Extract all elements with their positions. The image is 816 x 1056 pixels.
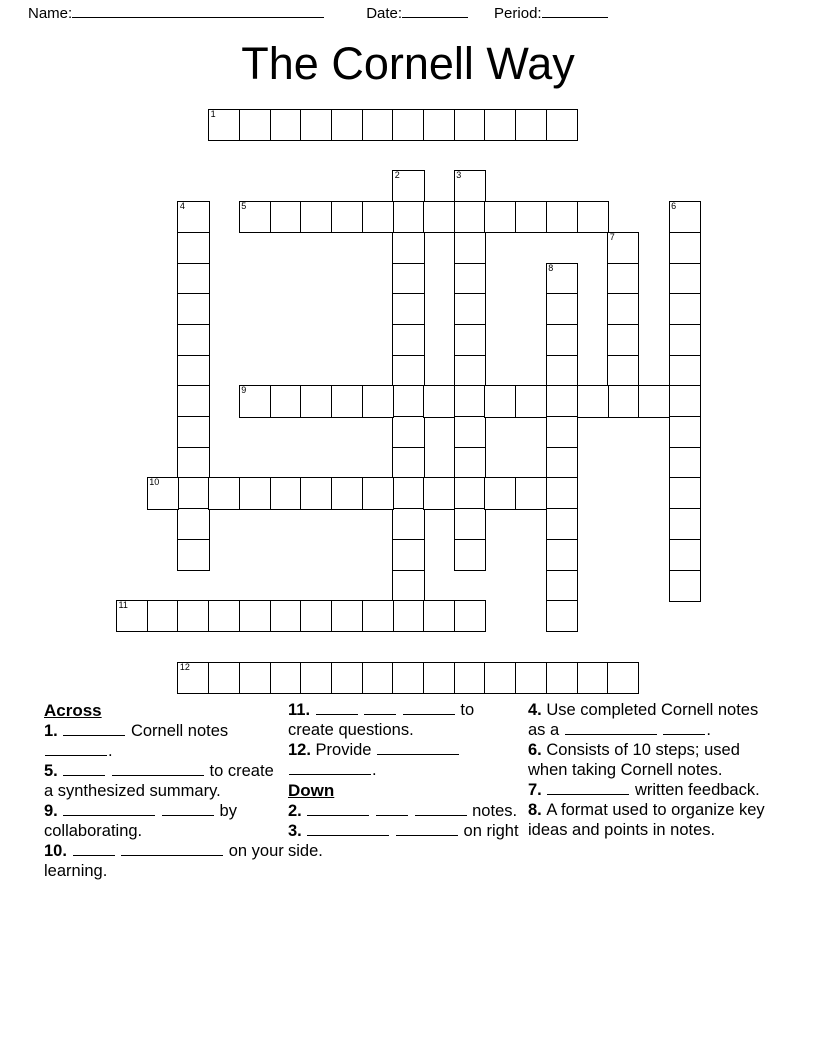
clue-item — [44, 801, 284, 841]
crossword-cell[interactable] — [239, 385, 271, 417]
answer-blank[interactable] — [73, 843, 115, 856]
clue-text: . — [372, 761, 377, 779]
clue-text: . — [108, 742, 113, 760]
crossword-cell[interactable] — [669, 263, 701, 295]
cell-number: 8 — [548, 262, 554, 273]
crossword-cell[interactable] — [239, 662, 271, 694]
page-title: The Cornell Way — [241, 38, 575, 89]
crossword-cell[interactable] — [392, 324, 424, 356]
clue-text: written feedback. — [630, 781, 760, 799]
clue-item — [528, 740, 776, 780]
clue-text — [658, 721, 663, 739]
answer-blank[interactable] — [121, 843, 223, 856]
crossword-cell[interactable] — [669, 324, 701, 356]
crossword-cell[interactable] — [546, 293, 578, 325]
crossword-cell[interactable] — [392, 355, 424, 387]
answer-blank[interactable] — [364, 702, 396, 715]
clue-number: 4. — [528, 701, 547, 719]
crossword-cell[interactable] — [669, 570, 701, 602]
crossword-cell[interactable] — [392, 170, 424, 202]
crossword-cell[interactable] — [270, 662, 302, 694]
crossword-cell[interactable] — [546, 385, 578, 417]
crossword-cell[interactable] — [177, 508, 209, 540]
clue-text — [156, 802, 161, 820]
clue-item — [528, 780, 776, 800]
crossword-cell[interactable] — [177, 293, 209, 325]
clue-number: 12. — [288, 741, 316, 759]
crossword-cell[interactable] — [392, 232, 424, 264]
clue-number: 2. — [288, 802, 307, 820]
across-heading: Across — [44, 701, 102, 720]
crossword-cell[interactable] — [270, 385, 302, 417]
crossword-cell[interactable] — [331, 477, 363, 509]
clue-item — [288, 700, 520, 740]
crossword-cell[interactable] — [239, 109, 271, 141]
crossword-cell[interactable] — [607, 355, 639, 387]
answer-blank[interactable] — [547, 782, 629, 795]
crossword-cell[interactable] — [454, 447, 486, 479]
answer-blank[interactable] — [307, 803, 369, 816]
crossword-cell[interactable] — [546, 201, 578, 233]
clue-text: on your learning. — [44, 842, 284, 880]
answer-blank[interactable] — [162, 803, 214, 816]
clue-number: 8. — [528, 801, 547, 819]
crossword-cell[interactable] — [423, 600, 455, 632]
crossword-cell[interactable] — [362, 477, 394, 509]
crossword-cell[interactable] — [331, 109, 363, 141]
crossword-cell[interactable] — [239, 477, 271, 509]
name-label: Name: — [28, 5, 73, 22]
answer-blank[interactable] — [112, 763, 204, 776]
crossword-cell[interactable] — [607, 293, 639, 325]
crossword-cell[interactable] — [362, 600, 394, 632]
crossword-cell[interactable] — [546, 508, 578, 540]
crossword-cell[interactable] — [177, 600, 209, 632]
answer-blank[interactable] — [63, 803, 155, 816]
crossword-cell[interactable] — [577, 662, 609, 694]
crossword-cell[interactable] — [454, 109, 486, 141]
crossword-cell[interactable] — [607, 263, 639, 295]
crossword-cell[interactable] — [546, 324, 578, 356]
crossword-cell[interactable] — [177, 324, 209, 356]
clue-item — [288, 801, 520, 821]
clue-number: 5. — [44, 762, 63, 780]
crossword-cell[interactable] — [177, 232, 209, 264]
answer-blank[interactable] — [376, 803, 408, 816]
crossword-cell[interactable] — [362, 385, 394, 417]
answer-blank[interactable] — [63, 723, 125, 736]
crossword-cell[interactable] — [177, 385, 209, 417]
crossword-cell[interactable] — [515, 201, 547, 233]
crossword-cell[interactable] — [638, 385, 670, 417]
crossword-cell[interactable] — [392, 477, 424, 509]
crossword-cell[interactable] — [300, 201, 332, 233]
clue-item — [288, 740, 520, 780]
crossword-cell[interactable] — [177, 355, 209, 387]
crossword-cell[interactable] — [669, 447, 701, 479]
crossword-cell[interactable] — [669, 232, 701, 264]
crossword-cell[interactable] — [208, 109, 240, 141]
crossword-cell[interactable] — [669, 508, 701, 540]
down-heading: Down — [288, 781, 335, 800]
crossword-cell[interactable] — [454, 324, 486, 356]
crossword-cell[interactable] — [484, 662, 516, 694]
crossword-cell[interactable] — [208, 662, 240, 694]
clue-text: notes. — [467, 802, 518, 820]
crossword-cell[interactable] — [454, 263, 486, 295]
clue-item — [288, 821, 520, 861]
crossword-cell[interactable] — [270, 477, 302, 509]
crossword-cell[interactable] — [484, 477, 516, 509]
crossword-cell[interactable] — [546, 539, 578, 571]
crossword-cell[interactable] — [300, 385, 332, 417]
crossword-cell[interactable] — [577, 385, 609, 417]
crossword-cell[interactable] — [331, 385, 363, 417]
crossword-cell[interactable] — [607, 232, 639, 264]
clue-text — [390, 822, 395, 840]
crossword-cell[interactable] — [423, 385, 455, 417]
clue-number: 1. — [44, 722, 63, 740]
crossword-cell[interactable] — [392, 447, 424, 479]
answer-blank[interactable] — [316, 702, 358, 715]
crossword-cell[interactable] — [454, 539, 486, 571]
crossword-cell[interactable] — [484, 201, 516, 233]
crossword-cell[interactable] — [177, 447, 209, 479]
crossword-cell[interactable] — [392, 201, 424, 233]
crossword-cell[interactable] — [423, 109, 455, 141]
crossword-cell[interactable] — [270, 109, 302, 141]
crossword-cell[interactable] — [669, 293, 701, 325]
clue-text — [397, 701, 402, 719]
crossword-cell[interactable] — [208, 600, 240, 632]
crossword-cell[interactable] — [454, 201, 486, 233]
crossword-cell[interactable] — [392, 662, 424, 694]
answer-blank[interactable] — [396, 823, 458, 836]
answer-blank[interactable] — [377, 742, 459, 755]
crossword-cell[interactable] — [177, 477, 209, 509]
crossword-cell[interactable] — [577, 201, 609, 233]
crossword-cell[interactable] — [515, 477, 547, 509]
cell-number: 3 — [456, 170, 462, 181]
answer-blank[interactable] — [565, 722, 657, 735]
clue-text: Cornell notes — [126, 722, 229, 740]
crossword-cell[interactable] — [515, 385, 547, 417]
crossword-cell[interactable] — [669, 201, 701, 233]
crossword-cell[interactable] — [454, 232, 486, 264]
crossword-cell[interactable] — [669, 416, 701, 448]
crossword-cell[interactable] — [300, 109, 332, 141]
crossword-cell[interactable] — [392, 539, 424, 571]
clue-number: 11. — [288, 701, 315, 719]
crossword-cell[interactable] — [484, 385, 516, 417]
crossword-cell[interactable] — [300, 600, 332, 632]
crossword-cell[interactable] — [454, 416, 486, 448]
cell-number: 5 — [241, 201, 247, 212]
crossword-cell[interactable] — [454, 355, 486, 387]
cell-number: 2 — [394, 170, 400, 181]
clue-text: Use completed Cornell notes as a — [528, 701, 759, 739]
crossword-cell[interactable] — [515, 109, 547, 141]
crossword-cell[interactable] — [392, 293, 424, 325]
crossword-cell[interactable] — [147, 477, 179, 509]
clue-item — [44, 841, 284, 881]
clue-text: . — [706, 721, 711, 739]
crossword-cell[interactable] — [270, 201, 302, 233]
clue-text — [106, 762, 111, 780]
crossword-cell[interactable] — [392, 600, 424, 632]
cell-number: 12 — [179, 661, 190, 672]
crossword-cell[interactable] — [546, 109, 578, 141]
clue-text: to create questions. — [288, 701, 475, 739]
period-label: Period: — [494, 5, 542, 22]
crossword-cell[interactable] — [423, 201, 455, 233]
cell-number: 4 — [179, 201, 185, 212]
clue-item — [44, 721, 284, 761]
clue-text: Consists of 10 steps; used when taking Cornell notes. — [528, 741, 740, 779]
crossword-cell[interactable] — [270, 600, 302, 632]
clue-text: to create a synthesized summary. — [44, 762, 274, 800]
crossword-cell[interactable] — [392, 570, 424, 602]
crossword-cell[interactable] — [607, 324, 639, 356]
crossword-cell[interactable] — [546, 355, 578, 387]
clue-number: 7. — [528, 781, 547, 799]
clue-section — [0, 700, 816, 1000]
crossword-cell[interactable] — [454, 385, 486, 417]
crossword-cell[interactable] — [454, 662, 486, 694]
crossword-cell[interactable] — [177, 263, 209, 295]
crossword-cell[interactable] — [362, 662, 394, 694]
crossword-cell[interactable] — [362, 109, 394, 141]
crossword-cell[interactable] — [177, 201, 209, 233]
clue-text: on right side. — [288, 822, 519, 860]
answer-blank[interactable] — [663, 722, 705, 735]
crossword-cell[interactable] — [392, 508, 424, 540]
clue-number: 3. — [288, 822, 307, 840]
crossword-cell[interactable] — [607, 385, 639, 417]
crossword-cell[interactable] — [423, 477, 455, 509]
answer-blank[interactable] — [63, 763, 105, 776]
crossword-cell[interactable] — [546, 447, 578, 479]
crossword-cell[interactable] — [147, 600, 179, 632]
clue-text — [116, 842, 121, 860]
crossword-cell[interactable] — [116, 600, 148, 632]
crossword-cell[interactable] — [669, 477, 701, 509]
crossword-cell[interactable] — [331, 201, 363, 233]
crossword-cell[interactable] — [454, 477, 486, 509]
crossword-cell[interactable] — [300, 477, 332, 509]
crossword-cell[interactable] — [208, 477, 240, 509]
crossword-cell[interactable] — [454, 600, 486, 632]
crossword-cell[interactable] — [239, 201, 271, 233]
crossword-cell[interactable] — [300, 662, 332, 694]
clue-text — [359, 701, 364, 719]
crossword-cell[interactable] — [392, 416, 424, 448]
crossword-cell[interactable] — [669, 539, 701, 571]
crossword-cell[interactable] — [423, 662, 455, 694]
clue-text — [370, 802, 375, 820]
cell-number: 6 — [671, 201, 677, 212]
crossword-cell[interactable] — [392, 109, 424, 141]
answer-blank[interactable] — [415, 803, 467, 816]
crossword-cell[interactable] — [454, 293, 486, 325]
clue-number: 10. — [44, 842, 72, 860]
clue-text: A format used to organize key ideas and points in notes. — [528, 801, 765, 839]
clue-column-right — [528, 700, 776, 840]
cell-number: 9 — [241, 385, 247, 396]
clue-item — [44, 761, 284, 801]
crossword-cell[interactable] — [546, 263, 578, 295]
clue-number: 9. — [44, 802, 63, 820]
answer-blank[interactable] — [289, 762, 371, 775]
crossword-cell[interactable] — [607, 662, 639, 694]
clue-text: Provide — [315, 741, 377, 759]
crossword-cell[interactable] — [239, 600, 271, 632]
crossword-cell[interactable] — [515, 662, 547, 694]
crossword-cell[interactable] — [454, 508, 486, 540]
crossword-cell[interactable] — [392, 385, 424, 417]
cell-number: 7 — [609, 231, 615, 242]
crossword-cell[interactable] — [546, 477, 578, 509]
clue-column-middle — [288, 700, 520, 861]
crossword-cell[interactable] — [546, 416, 578, 448]
cell-number: 1 — [210, 109, 216, 119]
clue-item — [528, 700, 776, 740]
crossword-cell[interactable] — [546, 570, 578, 602]
crossword-cell[interactable] — [362, 201, 394, 233]
clue-text — [409, 802, 414, 820]
clue-number: 6. — [528, 741, 547, 759]
clue-item — [528, 800, 776, 840]
crossword-cell[interactable] — [331, 600, 363, 632]
clue-column-left — [44, 700, 284, 881]
crossword-cell[interactable] — [392, 263, 424, 295]
answer-blank[interactable] — [45, 743, 107, 756]
answer-blank[interactable] — [307, 823, 389, 836]
cell-number: 11 — [118, 600, 128, 611]
crossword-cell[interactable] — [454, 170, 486, 202]
crossword-cell[interactable] — [177, 416, 209, 448]
crossword-cell[interactable] — [177, 539, 209, 571]
cell-number: 10 — [149, 477, 160, 488]
crossword-cell[interactable] — [177, 662, 209, 694]
crossword-cell[interactable] — [484, 109, 516, 141]
crossword-cell[interactable] — [331, 662, 363, 694]
crossword-cell[interactable] — [546, 662, 578, 694]
crossword-cell[interactable] — [669, 385, 701, 417]
date-label: Date: — [366, 5, 403, 22]
clue-text: by collaborating. — [44, 802, 237, 840]
crossword-cell[interactable] — [546, 600, 578, 632]
crossword-cell[interactable] — [669, 355, 701, 387]
answer-blank[interactable] — [403, 702, 455, 715]
